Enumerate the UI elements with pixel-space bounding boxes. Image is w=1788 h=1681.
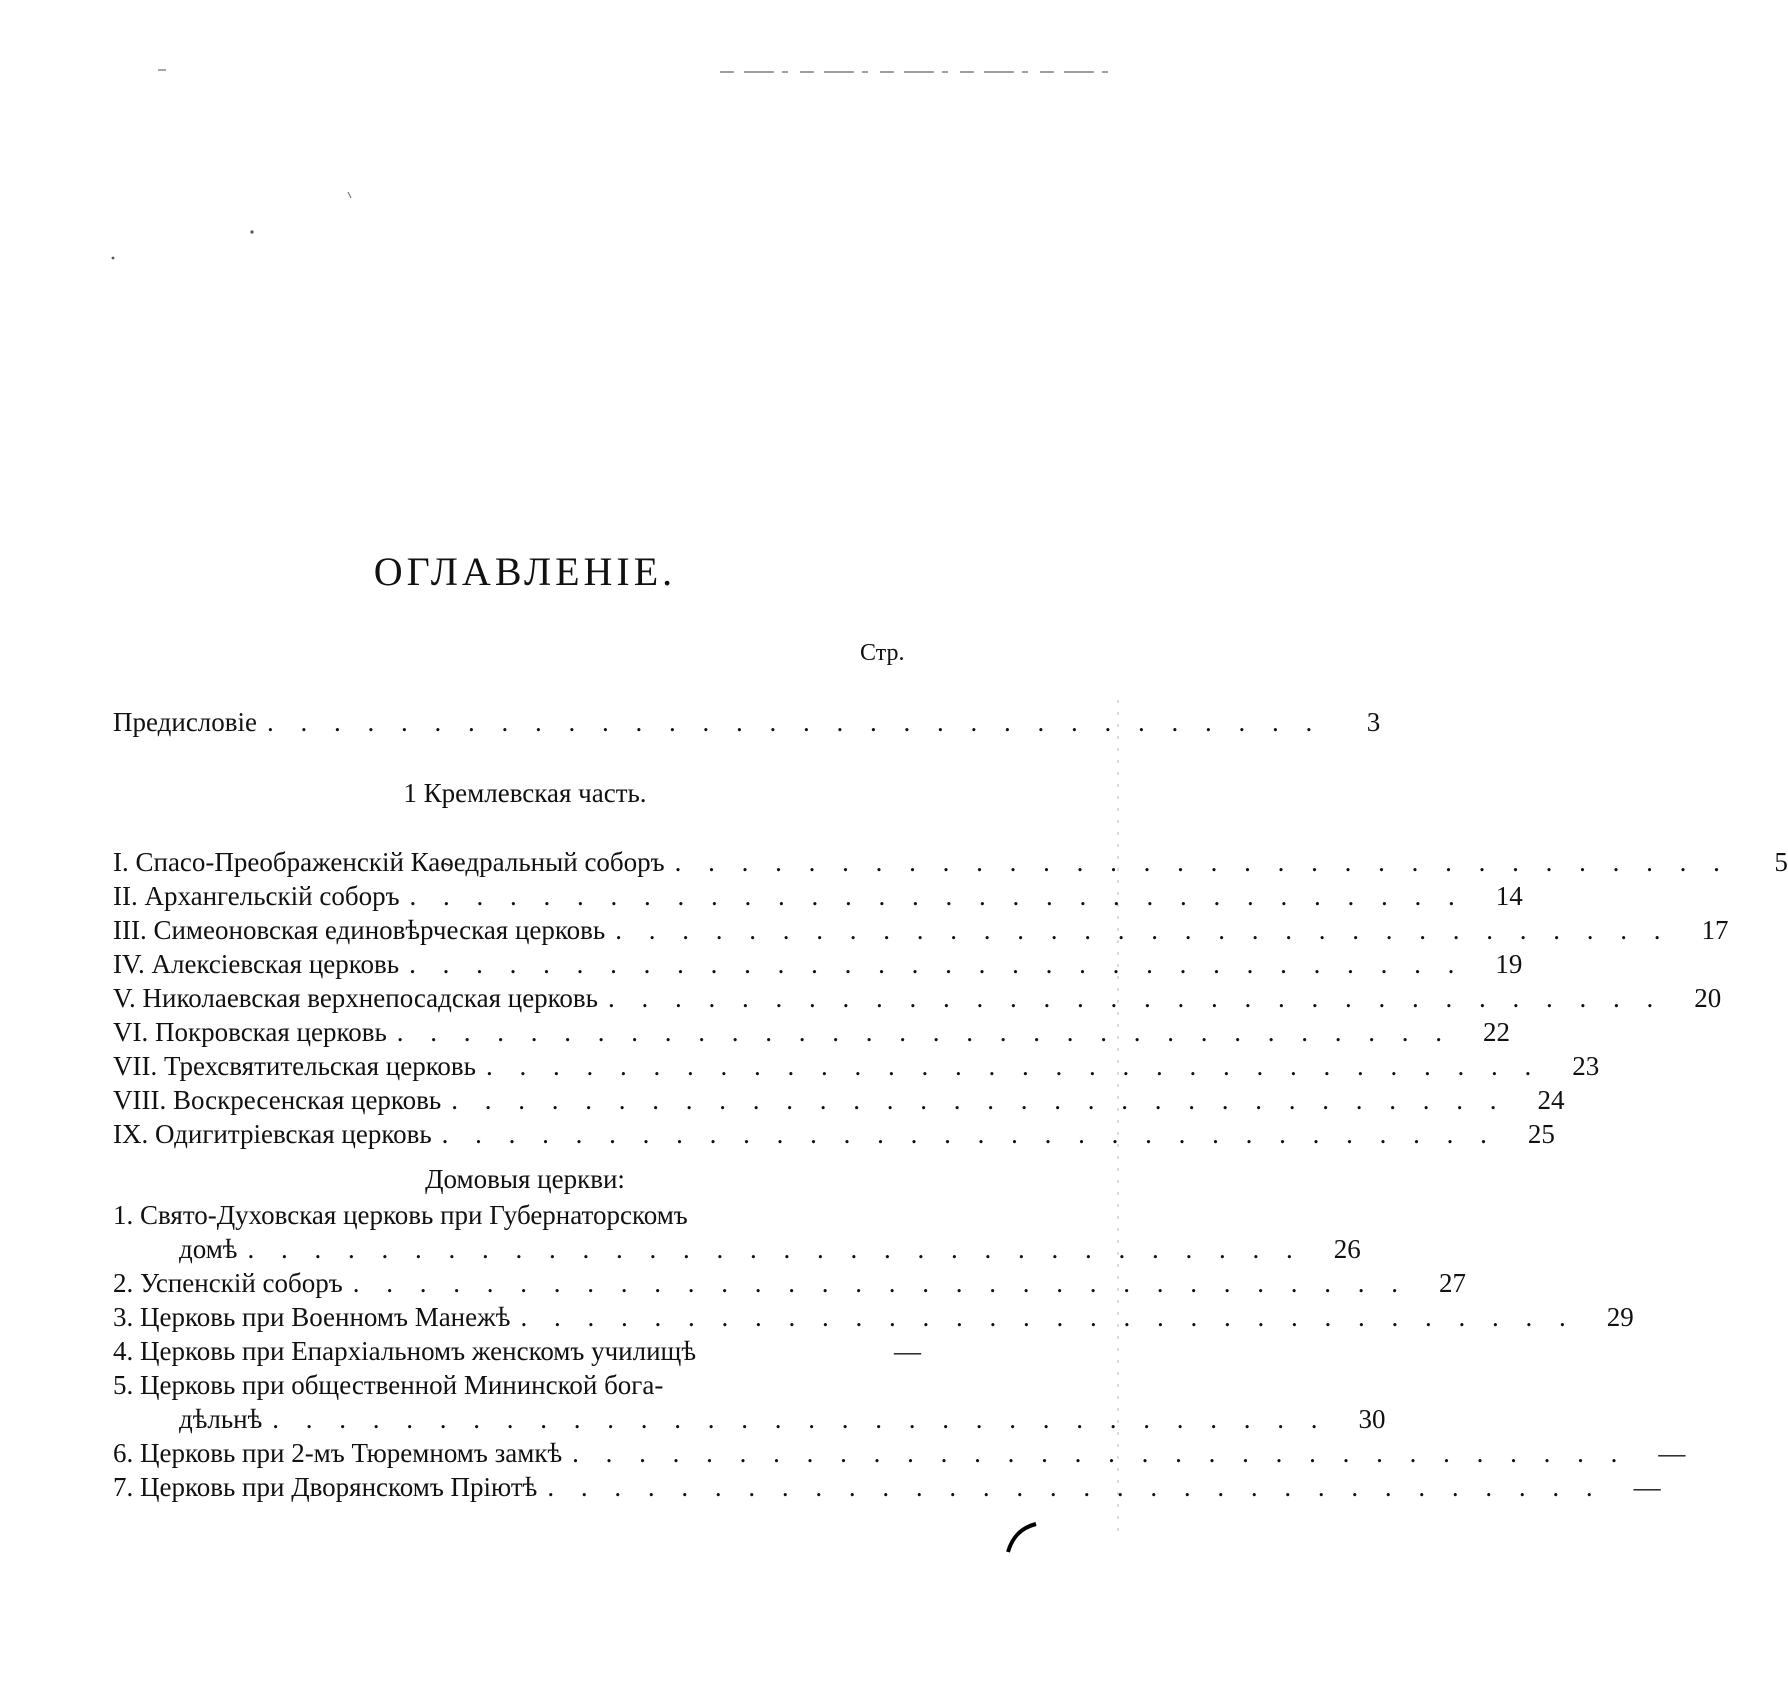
leader-dots: . . . . . . . . . . . . . . . . . . . . . . . . . . . . . . . . [396, 1017, 1453, 1047]
leader-dots: . . . . . . . . . . . . . . . . . . . . . . . . . . . . . . . . [441, 1119, 1497, 1149]
toc-entry: 7. Церковь при Дворянскомъ Пріютѣ . . . . . . . . . . . . . . . . . . . . . . . . . . . . . . . . — [113, 1472, 1661, 1502]
leader-dots: . . . . . . . . . . . . . . . . . . . . . . . . . . . . . . . . [615, 915, 1671, 945]
toc-entry: 2. Успенскій соборъ . . . . . . . . . . . . . . . . . . . . . . . . . . . . . . . . 27 [113, 1268, 1466, 1298]
toc-entry-continuation: дѣльнѣ . . . . . . . . . . . . . . . . . . . . . . . . . . . . . . . . 30 [179, 1404, 1386, 1434]
leader-dots: . . . . . . . . . . . . . . . . . . . . . . . . . . . . . . . . [547, 1472, 1603, 1502]
toc-entry: III. Симеоновская единовѣрческая церковь . . . . . . . . . . . . . . . . . . . . . . . . . . . . . . . . 17 [113, 915, 1729, 945]
leader-dots: . . . . . . . . . . . . . . . . . . . . . . . . . . . . . . . . [674, 847, 1730, 877]
section-2-list [113, 1198, 1686, 1504]
toc-entry: 4. Церковь при Епархіальномъ женскомъ училищѣ — [113, 1336, 921, 1366]
leader-dots: . . . . . . . . . . . . . . . . . . . . . . . . . . . . . . . . [409, 881, 1465, 911]
toc-entry: II. Архангельскій соборъ . . . . . . . . . . . . . . . . . . . . . . . . . . . . . . . . 14 [113, 881, 1523, 911]
toc-entry: IV. Алексіевская церковь . . . . . . . . . . . . . . . . . . . . . . . . . . . . . . . . 19 [113, 949, 1523, 979]
toc-entry-continuation: домѣ . . . . . . . . . . . . . . . . . . . . . . . . . . . . . . . . 26 [179, 1234, 1361, 1264]
toc-entry: VIII. Воскресенская церковь . . . . . . . . . . . . . . . . . . . . . . . . . . . . . . . . 24 [113, 1085, 1565, 1115]
preface-block [113, 705, 1381, 739]
section-heading-house-churches: Домовыя церкви: [425, 1164, 625, 1194]
leader-dots: . . . . . . . . . . . . . . . . . . . . . . . . . . . . . . . . [608, 983, 1664, 1013]
toc-entry: VII. Трехсвятительская церковь . . . . . . . . . . . . . . . . . . . . . . . . . . . . . . . . 23 [113, 1051, 1600, 1081]
leader-dots: . . . . . . . . . . . . . . . . . . . . . . . . . . . . . . . . [247, 1234, 1303, 1264]
leader-dots: . . . . . . . . . . . . . . . . . . . . . . . . . . . . . . . . [451, 1085, 1507, 1115]
page-column-label: Стр. [860, 640, 905, 666]
leader-dots: . . . . . . . . . . . . . . . . . . . . . . . . . . . . . . . . [352, 1268, 1408, 1298]
toc-entry: 3. Церковь при Военномъ Манежѣ . . . . . . . . . . . . . . . . . . . . . . . . . . . . . . . . 29 [113, 1302, 1634, 1332]
section-1-list [113, 845, 1788, 1151]
page-title: ОГЛАВЛЕНІЕ. [373, 549, 677, 594]
leader-dots: . . . . . . . . . . . . . . . . . . . . . . . . . . . . . . . . [267, 707, 1323, 737]
section-heading-kremlin: 1 Кремлевская часть. [403, 778, 647, 808]
toc-entry-preface [113, 705, 1381, 739]
toc-entry: 6. Церковь при 2-мъ Тюремномъ замкѣ . . . . . . . . . . . . . . . . . . . . . . . . . . . . . . . . — [113, 1438, 1686, 1468]
toc-entry: V. Николаевская верхнепосадская церковь . . . . . . . . . . . . . . . . . . . . . . . . . . . . . . . . 20 [113, 983, 1722, 1013]
toc-entry: I. Спасо-Преображенскій Каѳедральный соборъ . . . . . . . . . . . . . . . . . . . . . . . . . . . . . . . . 5 [113, 847, 1788, 877]
leader-dots: . . . . . . . . . . . . . . . . . . . . . . . . . . . . . . . . [572, 1438, 1628, 1468]
leader-dots: . . . . . . . . . . . . . . . . . . . . . . . . . . . . . . . . [272, 1404, 1328, 1434]
toc-entry: VI. Покровская церковь . . . . . . . . . . . . . . . . . . . . . . . . . . . . . . . . 22 [113, 1017, 1511, 1047]
toc-entry-page: 3 [1366, 707, 1381, 737]
toc-entry: 5. Церковь при общественной Мининской бога- [113, 1370, 664, 1400]
toc-entry: 1. Свято-Духовская церковь при Губернаторскомъ [113, 1200, 688, 1230]
leader-dots: . . . . . . . . . . . . . . . . . . . . . . . . . . . . . . . . [520, 1302, 1576, 1332]
toc-entry-text: Предисловіе [113, 707, 258, 737]
leader-dots: . . . . . . . . . . . . . . . . . . . . . . . . . . . . . . . . [409, 949, 1465, 979]
leader-dots: . . . . . . . . . . . . . . . . . . . . . . . . . . . . . . . . [486, 1051, 1542, 1081]
toc-entry: IX. Одигитріевская церковь . . . . . . . . . . . . . . . . . . . . . . . . . . . . . . . . 25 [113, 1119, 1555, 1149]
